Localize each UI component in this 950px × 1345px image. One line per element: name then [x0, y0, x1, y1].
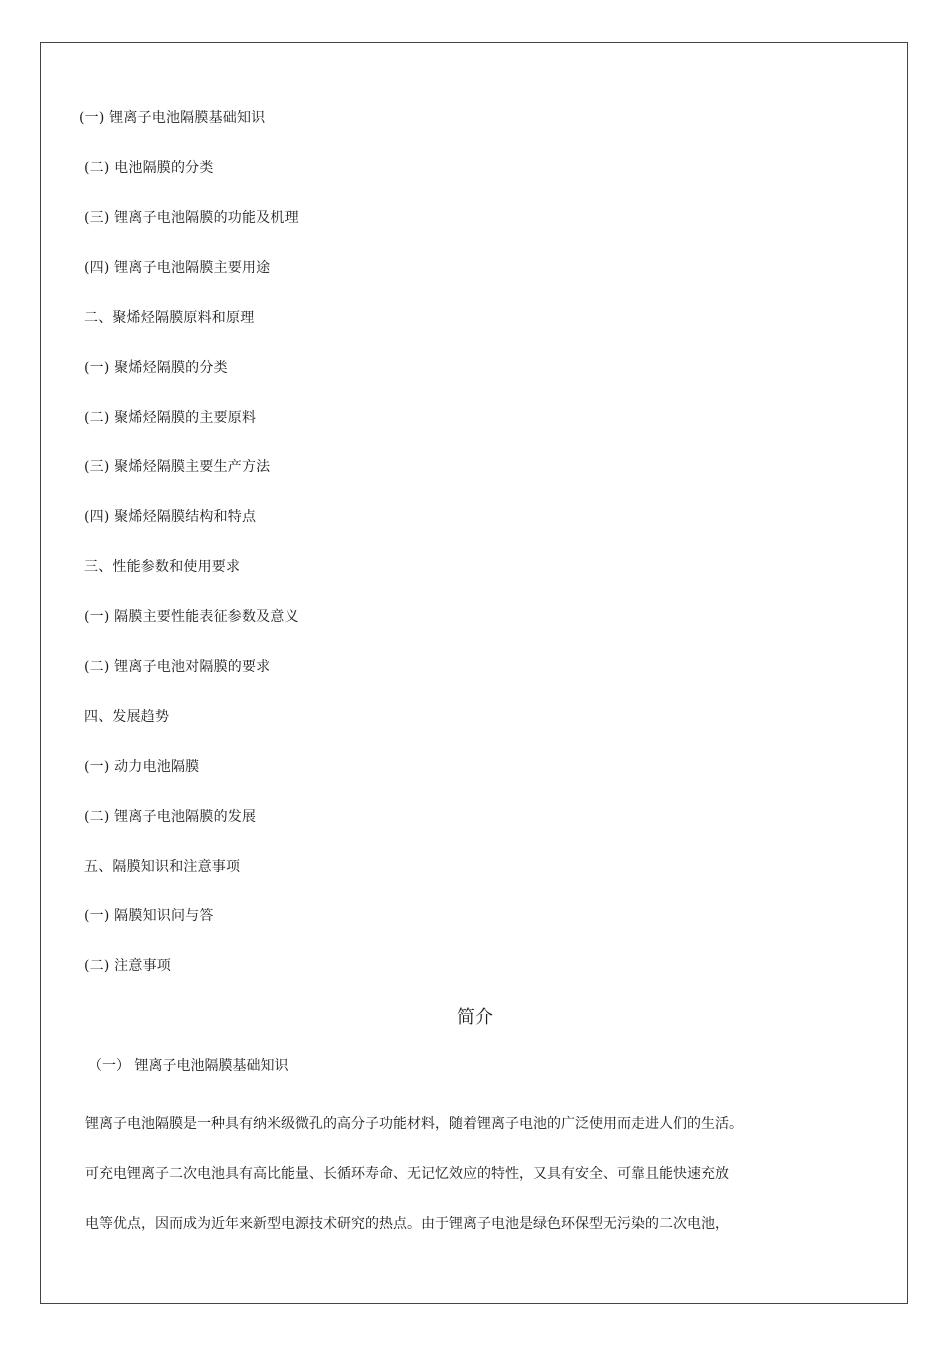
toc-item: (一) 锂离子电池隔膜基础知识 — [79, 110, 266, 126]
toc-item: (二) 注意事项 — [84, 958, 171, 974]
toc-item: 三、性能参数和使用要求 — [84, 559, 241, 575]
toc-item: 四、发展趋势 — [84, 709, 170, 725]
toc-item: (二) 锂离子电池隔膜的发展 — [84, 809, 257, 825]
toc-item: (三) 聚烯烃隔膜主要生产方法 — [84, 459, 271, 475]
paragraph-line: 可充电锂离子二次电池具有高比能量、长循环寿命、无记忆效应的特性，又具有安全、可靠且能快速充放 — [85, 1166, 729, 1182]
toc-item: (一) 动力电池隔膜 — [84, 759, 200, 775]
toc-item: (四) 锂离子电池隔膜主要用途 — [84, 260, 271, 276]
toc-item: (一) 隔膜知识问与答 — [84, 908, 214, 924]
toc-item: 二、聚烯烃隔膜原料和原理 — [84, 310, 255, 326]
toc-item: (二) 锂离子电池对隔膜的要求 — [84, 659, 271, 675]
section-heading: 简介 — [457, 1007, 493, 1028]
toc-item: (一) 隔膜主要性能表征参数及意义 — [84, 609, 299, 625]
toc-item: (四) 聚烯烃隔膜结构和特点 — [84, 509, 257, 525]
toc-item: (二) 聚烯烃隔膜的主要原料 — [84, 410, 257, 426]
paragraph-line: 电等优点，因而成为近年来新型电源技术研究的热点。由于锂离子电池是绿色环保型无污染的二次电池， — [85, 1216, 729, 1232]
paragraph-line: 锂离子电池隔膜是一种具有纳米级微孔的高分子功能材料，随着锂离子电池的广泛使用而走进人们的生活。 — [85, 1116, 743, 1132]
toc-item: (二) 电池隔膜的分类 — [84, 160, 214, 176]
subsection-heading: （一） 锂离子电池隔膜基础知识 — [88, 1058, 289, 1074]
toc-item: (三) 锂离子电池隔膜的功能及机理 — [84, 210, 299, 226]
toc-item: 五、隔膜知识和注意事项 — [84, 859, 241, 875]
toc-item: (一) 聚烯烃隔膜的分类 — [84, 360, 228, 376]
